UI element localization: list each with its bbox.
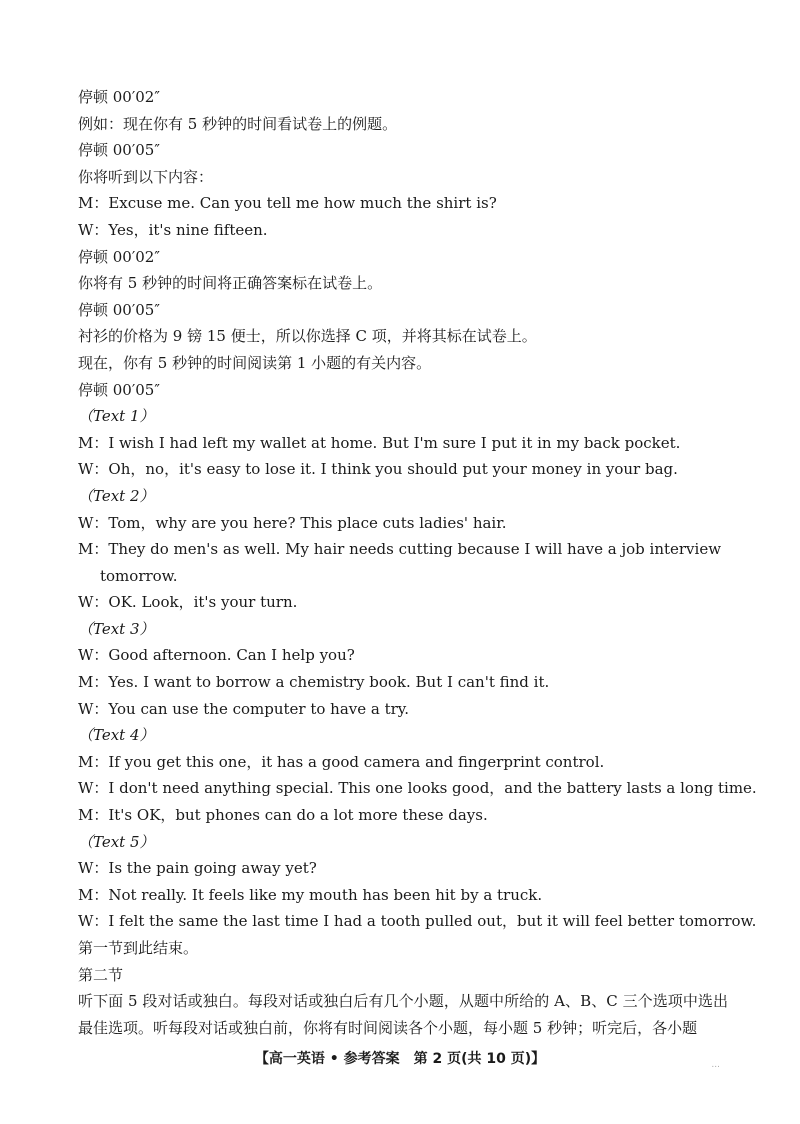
dialogue-line: W：Is the pain going away yet?: [78, 859, 317, 878]
dialogue-line: W：I felt the same the last time I had a tooth pulled out，but it will feel better tomorrow.: [78, 912, 757, 931]
pause-line: 停顿 00′05″: [78, 300, 160, 319]
dialogue-line: W：Good afternoon. Can I help you?: [78, 646, 355, 665]
pause-line: 停顿 00′05″: [78, 141, 160, 160]
instruction-line: 你将有 5 秒钟的时间将正确答案标在试卷上。: [78, 274, 383, 293]
dialogue-line: W：Yes，it's nine fifteen.: [78, 220, 268, 239]
dialogue-line: M：It's OK，but phones can do a lot more these days.: [78, 806, 488, 825]
section-end-line: 第一节到此结束。: [78, 939, 199, 957]
text-label-3: （Text 3）: [78, 619, 155, 638]
dialogue-line: W：Tom，why are you here? This place cuts ladies' hair.: [78, 513, 507, 532]
document-body: [78, 84, 757, 1041]
dialogue-line: M：If you get this one，it has a good camera and fingerprint control.: [78, 752, 605, 771]
page-footer: 【高一英语 • 参考答案 第 2 页(共 10 页)】: [254, 1051, 546, 1067]
text-label-4: （Text 4）: [78, 726, 155, 745]
pause-line: 停顿 00′02″: [78, 88, 160, 106]
dialogue-line: M：Yes. I want to borrow a chemistry book. But I can't find it.: [78, 673, 550, 692]
dialogue-line: M：I wish I had left my wallet at home. But I'm sure I put it in my back pocket.: [78, 433, 681, 452]
dialogue-line: M：They do men's as well. My hair needs cutting because I will have a job interview: [78, 540, 722, 559]
text-label-5: （Text 5）: [78, 832, 155, 851]
section-instructions-paragraph: 听下面 5 段对话或独白。每段对话或独白后有几个小题，从题中所给的 A、B、C 三个选项中选出最佳选项。听每段对话或独白前，你将有时间阅读各个小题，每小题 5 秒钟；听完后，各小题: [78, 992, 728, 1037]
instruction-line: 衬衫的价格为 9 镑 15 便士，所以你选择 C 项，并将其标在试卷上。: [78, 327, 537, 346]
text-label-2: （Text 2）: [78, 486, 155, 505]
dialogue-line-continuation: tomorrow.: [100, 566, 178, 585]
dialogue-line: W：I don't need anything special. This one looks good，and the battery lasts a long time.: [78, 779, 757, 798]
dialogue-line: W：You can use the computer to have a try.: [78, 699, 410, 718]
footer-mark: ...: [711, 1060, 720, 1070]
dialogue-line: W：Oh，no，it's easy to lose it. I think you should put your money in your bag.: [78, 460, 678, 479]
pause-line: 停顿 00′02″: [78, 247, 160, 266]
text-label-1: （Text 1）: [78, 407, 155, 426]
dialogue-line: M：Excuse me. Can you tell me how much the shirt is?: [78, 194, 497, 213]
example-instruction: 例如：现在你有 5 秒钟的时间看试卷上的例题。: [78, 114, 398, 133]
instruction-line: 现在，你有 5 秒钟的时间阅读第 1 小题的有关内容。: [78, 353, 432, 372]
dialogue-line: M：Not really. It feels like my mouth has been hit by a truck.: [78, 885, 543, 904]
section-heading: 第二节: [78, 965, 124, 984]
instruction-line: 你将听到以下内容：: [78, 167, 214, 186]
pause-line: 停顿 00′05″: [78, 380, 160, 399]
dialogue-line: W：OK. Look，it's your turn.: [78, 593, 298, 612]
